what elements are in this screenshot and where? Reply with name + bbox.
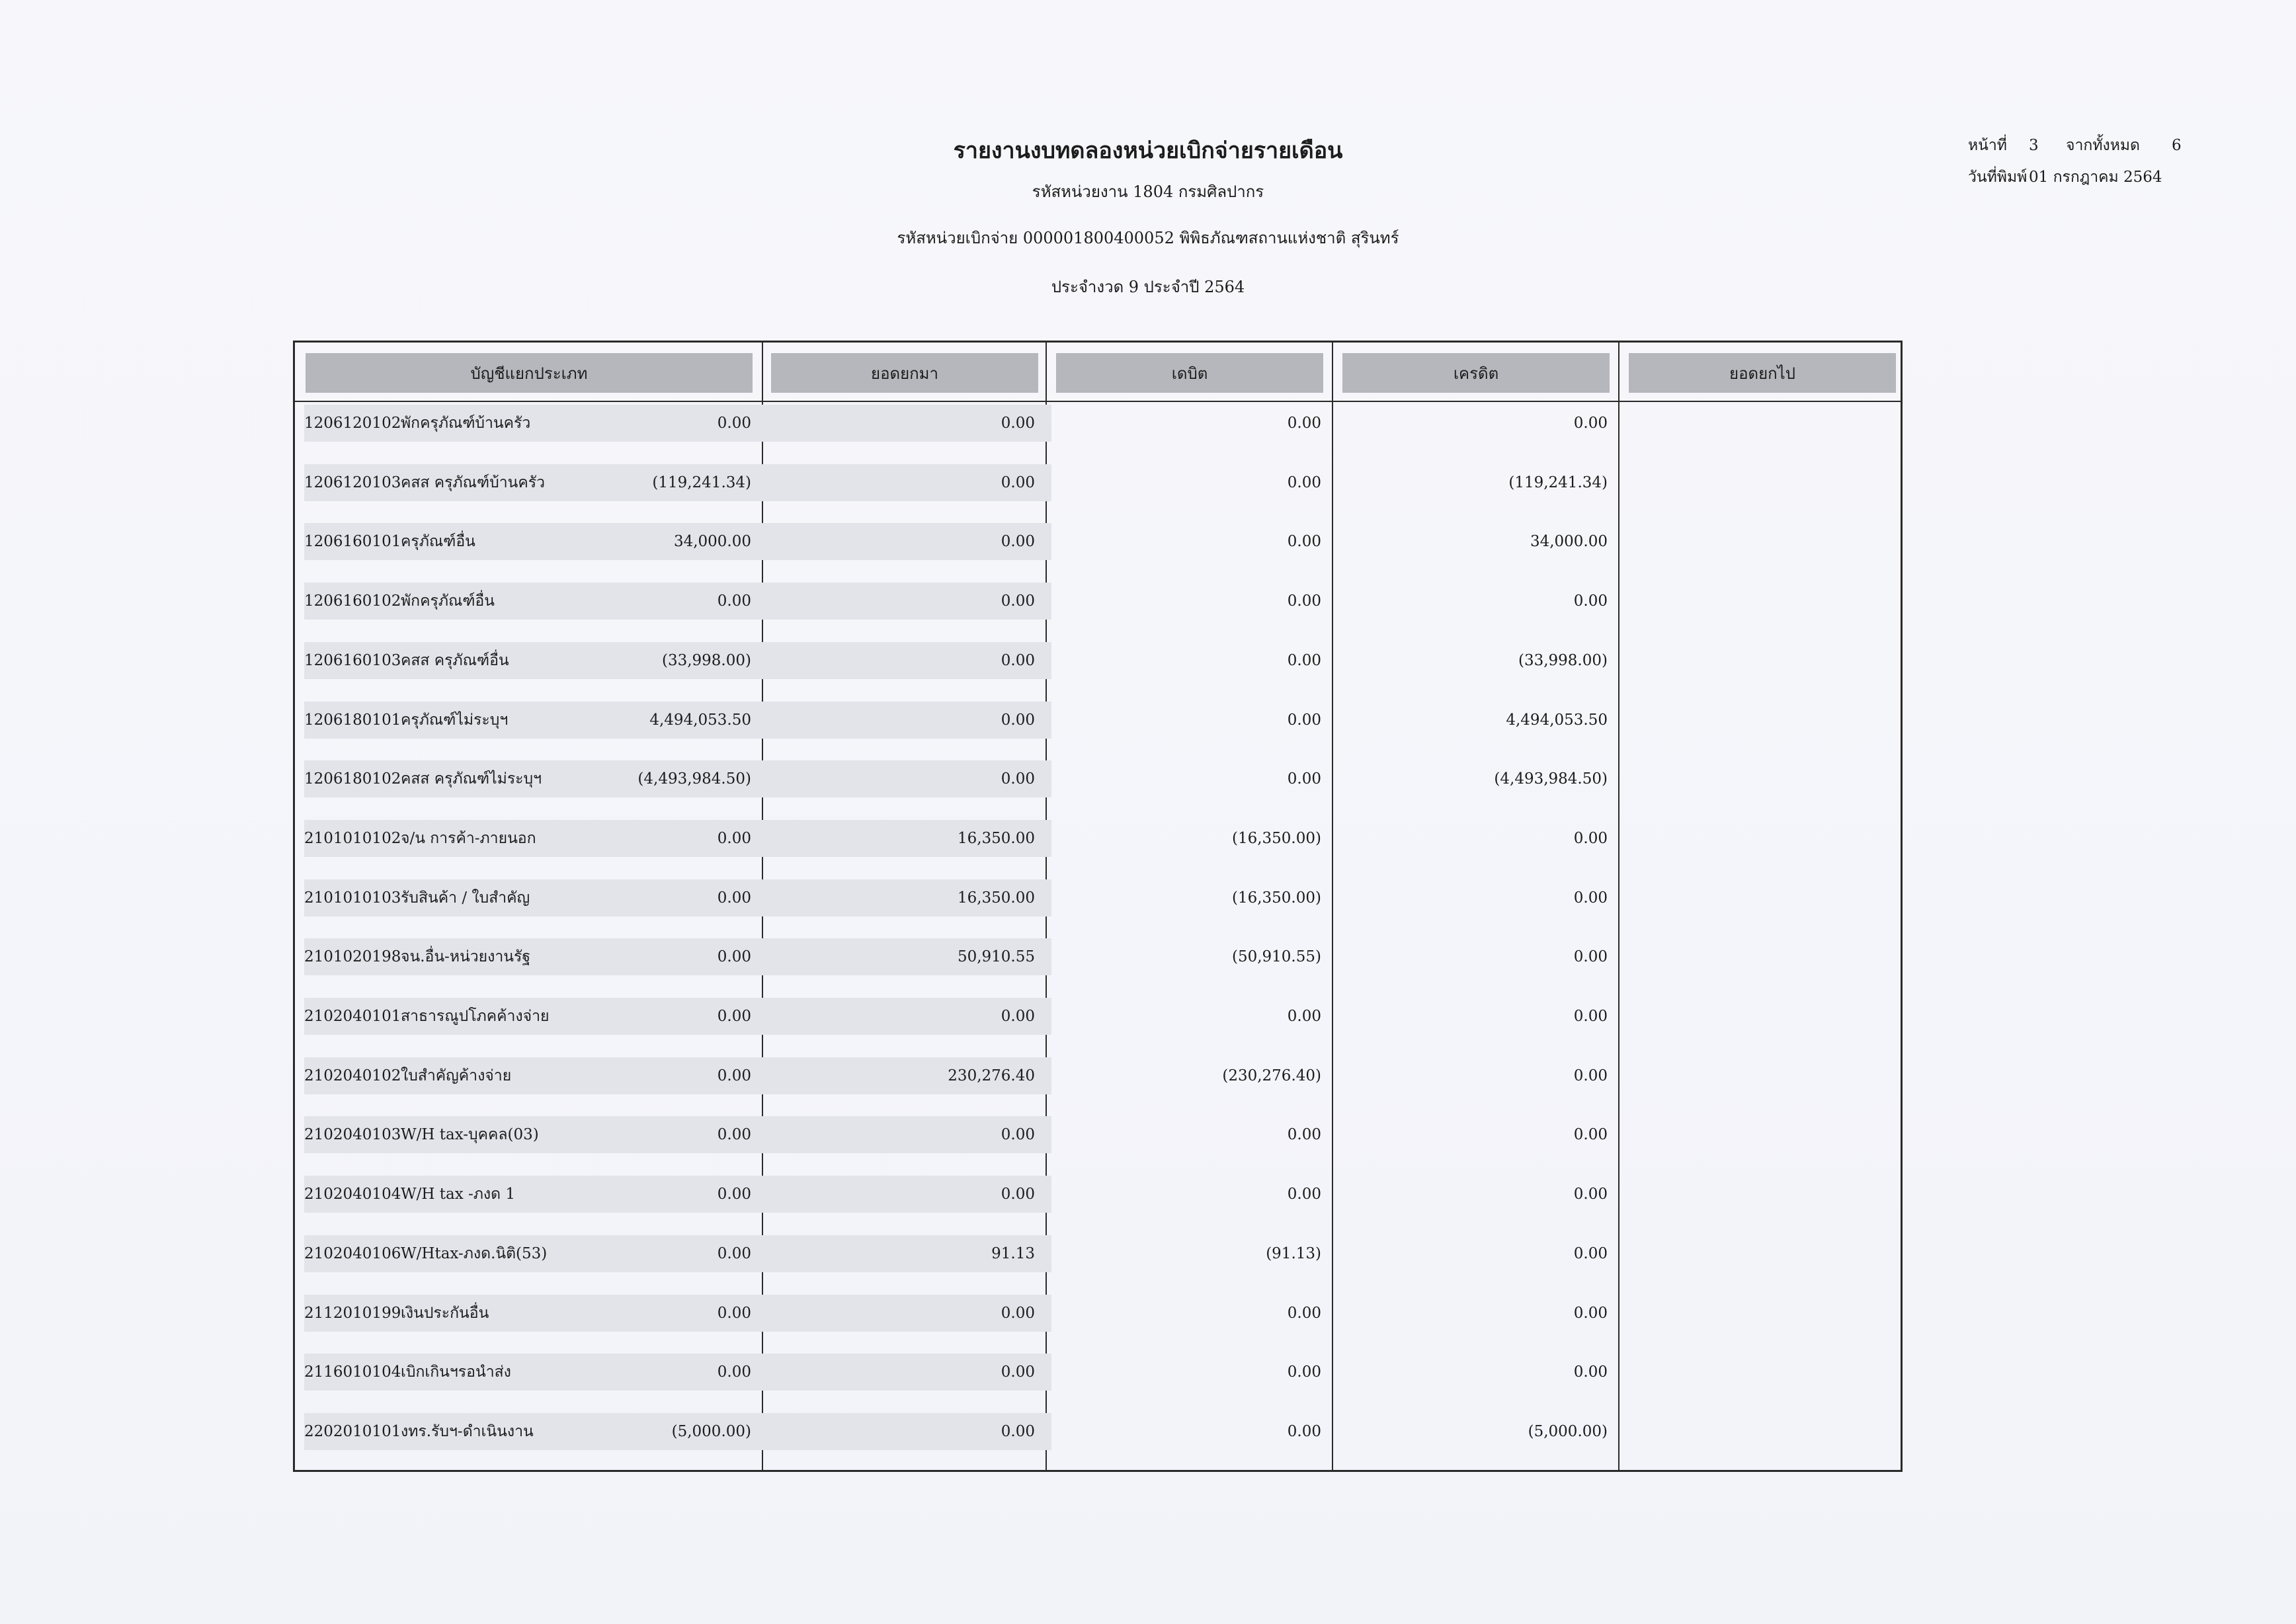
cell-account-code: 2202010101 <box>304 1423 401 1440</box>
column-header-carried-forward: ยอดยกไป <box>1629 353 1896 393</box>
table-row <box>295 1174 1901 1214</box>
cell-account-name: คสส ครุภัณฑ์อื่น <box>401 652 509 669</box>
cell-carried-forward: (119,241.34) <box>1508 474 1608 491</box>
cell-brought-forward: 0.00 <box>717 1305 751 1322</box>
cell-brought-forward: 0.00 <box>717 948 751 965</box>
page-info <box>1968 130 2182 161</box>
period-line: ประจำงวด 9 ประจำปี 2564 <box>1051 278 1245 296</box>
report-title: รายงานงบทดลองหน่วยเบิกจ่ายรายเดือน <box>953 138 1343 164</box>
cell-carried-forward: 34,000.00 <box>1530 533 1608 550</box>
cell-carried-forward: 0.00 <box>1573 415 1608 432</box>
table-row <box>295 463 1901 503</box>
page-label: หน้าที่ <box>1968 137 2007 154</box>
cell-account-code: 2101020198 <box>304 948 401 965</box>
cell-debit: 0.00 <box>1001 533 1035 550</box>
cell-carried-forward: (33,998.00) <box>1518 652 1608 669</box>
cell-carried-forward: 4,494,053.50 <box>1506 711 1608 729</box>
agency-line: รหัสหน่วยงาน 1804 กรมศิลปากร <box>1032 183 1264 201</box>
cell-account-code: 2102040106 <box>304 1245 401 1262</box>
cell-account-code: 1206160103 <box>304 652 401 669</box>
cell-carried-forward: 0.00 <box>1573 1067 1608 1084</box>
cell-account-code: 2112010199 <box>304 1305 401 1322</box>
cell-account-code: 2102040103 <box>304 1126 401 1143</box>
cell-account-code: 1206160101 <box>304 533 401 550</box>
cell-account-code: 1206180101 <box>304 711 401 729</box>
cell-brought-forward: (33,998.00) <box>661 652 751 669</box>
cell-credit: (91.13) <box>1266 1245 1321 1262</box>
cell-carried-forward: (5,000.00) <box>1528 1423 1608 1440</box>
cell-brought-forward: 0.00 <box>717 415 751 432</box>
cell-account-code: 1206120102 <box>304 415 401 432</box>
table-row <box>295 1293 1901 1333</box>
cell-carried-forward: 0.00 <box>1573 1186 1608 1203</box>
cell-credit: 0.00 <box>1287 1363 1321 1381</box>
cell-credit: (50,910.55) <box>1231 948 1321 965</box>
cell-account-name: คสส ครุภัณฑ์บ้านครัว <box>401 474 545 491</box>
cell-credit: 0.00 <box>1287 1126 1321 1143</box>
cell-account-name: W/Htax-ภงด.นิติ(53) <box>401 1245 548 1262</box>
cell-account-name: ครุภัณฑ์ไม่ระบุฯ <box>401 711 509 729</box>
cell-account-name: พักครุภัณฑ์บ้านครัว <box>401 415 531 432</box>
cell-account-code: 1206180102 <box>304 770 401 788</box>
cell-account-name: คสส ครุภัณฑ์ไม่ระบุฯ <box>401 770 542 788</box>
cell-account-name: ครุภัณฑ์อื่น <box>401 533 475 550</box>
cell-debit: 0.00 <box>1001 770 1035 788</box>
column-header-credit: เครดิต <box>1342 353 1610 393</box>
header-divider <box>295 401 1901 402</box>
cell-debit: 0.00 <box>1001 1423 1035 1440</box>
cell-brought-forward: (5,000.00) <box>671 1423 751 1440</box>
table-row <box>295 1352 1901 1392</box>
cell-account-code: 2102040101 <box>304 1008 401 1025</box>
table-row <box>295 403 1901 443</box>
cell-credit: 0.00 <box>1287 770 1321 788</box>
cell-account-name: เงินประกันอื่น <box>401 1305 489 1322</box>
cell-debit: 16,350.00 <box>957 830 1035 847</box>
table-row <box>295 1056 1901 1096</box>
cell-brought-forward: 0.00 <box>717 1245 751 1262</box>
cell-brought-forward: 0.00 <box>717 1126 751 1143</box>
cell-brought-forward: 0.00 <box>717 1186 751 1203</box>
cell-brought-forward: 0.00 <box>717 830 751 847</box>
cell-carried-forward: 0.00 <box>1573 830 1608 847</box>
cell-debit: 0.00 <box>1001 474 1035 491</box>
cell-account-code: 2116010104 <box>304 1363 401 1381</box>
cell-credit: 0.00 <box>1287 1008 1321 1025</box>
cell-debit: 0.00 <box>1001 415 1035 432</box>
cell-debit: 50,910.55 <box>957 948 1035 965</box>
cell-carried-forward: 0.00 <box>1573 889 1608 907</box>
cell-account-code: 2101010102 <box>304 830 401 847</box>
cell-account-code: 2102040102 <box>304 1067 401 1084</box>
cell-credit: 0.00 <box>1287 474 1321 491</box>
table-row <box>295 581 1901 621</box>
table-row <box>295 878 1901 918</box>
cell-brought-forward: 0.00 <box>717 889 751 907</box>
table-row <box>295 759 1901 799</box>
cell-credit: 0.00 <box>1287 592 1321 610</box>
cell-account-name: จน.อื่น-หน่วยงานรัฐ <box>401 948 531 965</box>
cell-debit: 0.00 <box>1001 1186 1035 1203</box>
cell-account-code: 1206120103 <box>304 474 401 491</box>
cell-credit: 0.00 <box>1287 1186 1321 1203</box>
cell-debit: 16,350.00 <box>957 889 1035 907</box>
cell-brought-forward: 0.00 <box>717 592 751 610</box>
cell-debit: 0.00 <box>1001 711 1035 729</box>
table-row <box>295 996 1901 1036</box>
table-row <box>295 641 1901 680</box>
cell-credit: (16,350.00) <box>1231 889 1321 907</box>
cell-account-name: W/H tax-บุคคล(03) <box>401 1126 539 1143</box>
cell-debit: 0.00 <box>1001 1363 1035 1381</box>
cell-brought-forward: 0.00 <box>717 1067 751 1084</box>
cell-carried-forward: 0.00 <box>1573 948 1608 965</box>
cell-debit: 0.00 <box>1001 1126 1035 1143</box>
cell-brought-forward: 0.00 <box>717 1363 751 1381</box>
cell-carried-forward: 0.00 <box>1573 1363 1608 1381</box>
print-date-label: วันที่พิมพ์ <box>1968 169 2028 186</box>
cell-account-name: ใบสำคัญค้างจ่าย <box>401 1067 512 1084</box>
cell-brought-forward: 4,494,053.50 <box>649 711 751 729</box>
cell-carried-forward: 0.00 <box>1573 592 1608 610</box>
column-header-debit: เดบิต <box>1056 353 1323 393</box>
cell-carried-forward: 0.00 <box>1573 1008 1608 1025</box>
print-date: 01 กรกฎาคม 2564 <box>2029 169 2162 186</box>
total-pages-label: จากทั้งหมด <box>2066 137 2140 154</box>
cell-debit: 0.00 <box>1001 592 1035 610</box>
total-pages: 6 <box>2172 137 2182 154</box>
cell-debit: 0.00 <box>1001 652 1035 669</box>
cell-account-code: 2102040104 <box>304 1186 401 1203</box>
cell-brought-forward: 0.00 <box>717 1008 751 1025</box>
cell-account-name: W/H tax -ภงด 1 <box>401 1186 516 1203</box>
table-row <box>295 522 1901 561</box>
cell-carried-forward: (4,493,984.50) <box>1494 770 1608 788</box>
cell-carried-forward: 0.00 <box>1573 1305 1608 1322</box>
column-header-account: บัญชีแยกประเภท <box>306 353 753 393</box>
table-row <box>295 1412 1901 1451</box>
cell-brought-forward: (4,493,984.50) <box>637 770 751 788</box>
cell-brought-forward: (119,241.34) <box>652 474 751 491</box>
cell-account-name: รับสินค้า / ใบสำคัญ <box>401 889 530 907</box>
page-number: 3 <box>2029 137 2039 154</box>
cell-credit: 0.00 <box>1287 533 1321 550</box>
table-row <box>295 819 1901 858</box>
cell-credit: 0.00 <box>1287 1305 1321 1322</box>
cell-carried-forward: 0.00 <box>1573 1126 1608 1143</box>
table-row <box>295 937 1901 977</box>
cell-account-code: 2101010103 <box>304 889 401 907</box>
table-row <box>295 1234 1901 1274</box>
cell-credit: 0.00 <box>1287 711 1321 729</box>
cell-credit: 0.00 <box>1287 415 1321 432</box>
cell-account-name: เบิกเกินฯรอนำส่ง <box>401 1363 511 1381</box>
cell-carried-forward: 0.00 <box>1573 1245 1608 1262</box>
column-header-brought-forward: ยอดยกมา <box>771 353 1038 393</box>
cell-credit: (16,350.00) <box>1231 830 1321 847</box>
cell-debit: 230,276.40 <box>948 1067 1035 1084</box>
cell-brought-forward: 34,000.00 <box>673 533 751 550</box>
cell-account-name: สาธารณูปโภคค้างจ่าย <box>401 1008 550 1025</box>
table-row <box>295 700 1901 740</box>
page-meta <box>1968 130 2182 193</box>
cell-debit: 91.13 <box>991 1245 1035 1262</box>
table-row <box>295 1115 1901 1155</box>
cell-credit: 0.00 <box>1287 1423 1321 1440</box>
trial-balance-table <box>293 341 1903 1472</box>
cell-account-name: งทร.รับฯ-ดำเนินงาน <box>401 1423 534 1440</box>
cell-account-code: 1206160102 <box>304 592 401 610</box>
cell-debit: 0.00 <box>1001 1305 1035 1322</box>
cell-credit: (230,276.40) <box>1222 1067 1321 1084</box>
cell-account-name: จ/น การค้า-ภายนอก <box>401 830 536 847</box>
cell-account-name: พักครุภัณฑ์อื่น <box>401 592 495 610</box>
print-date-info <box>1968 161 2182 193</box>
cell-debit: 0.00 <box>1001 1008 1035 1025</box>
disbursing-unit-line: รหัสหน่วยเบิกจ่าย 000001800400052 พิพิธภัณฑสถานแห่งชาติ สุรินทร์ <box>897 229 1399 247</box>
cell-credit: 0.00 <box>1287 652 1321 669</box>
